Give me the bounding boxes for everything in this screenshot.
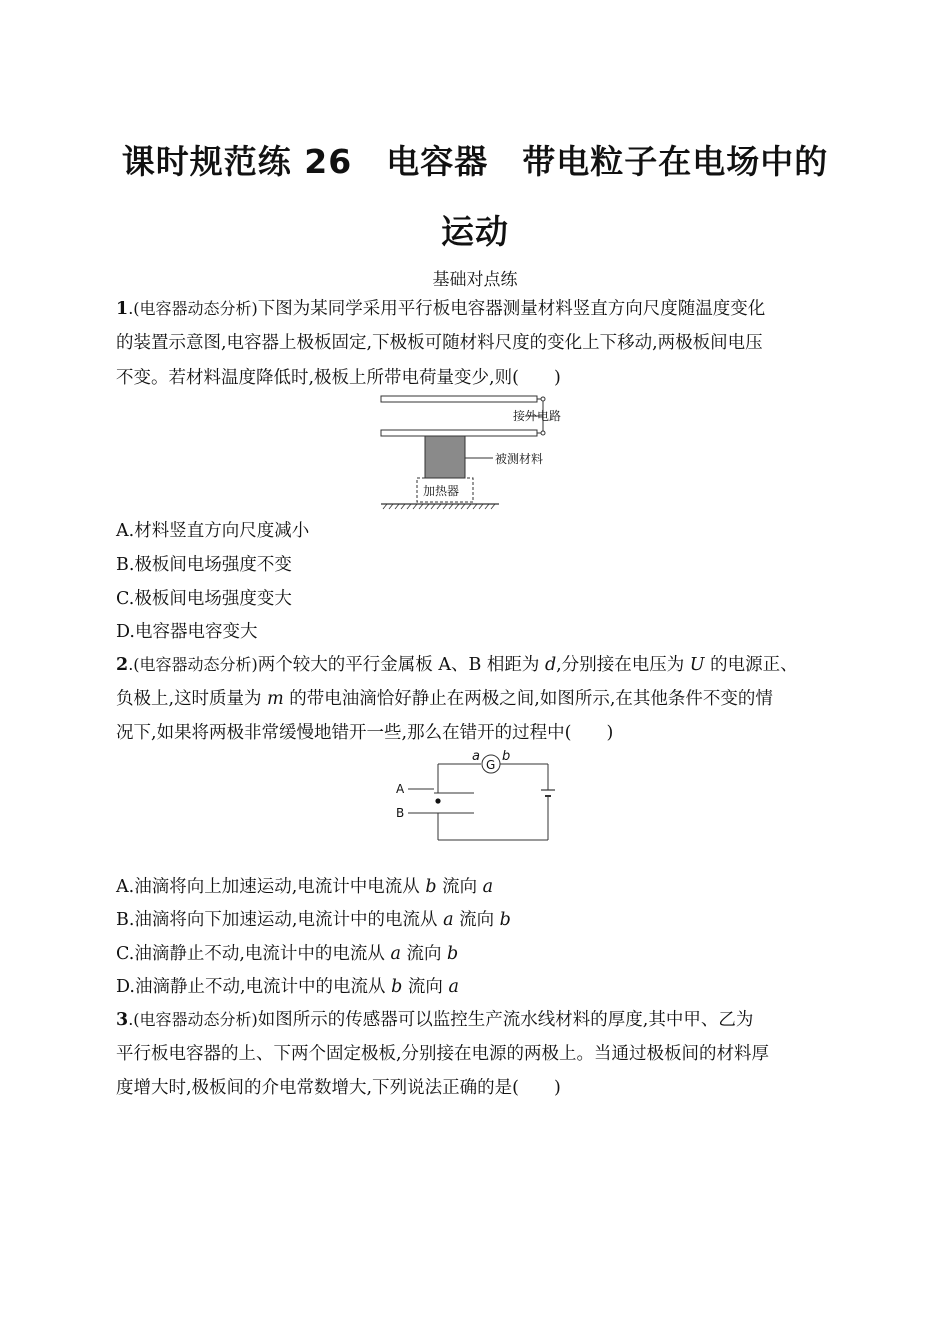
q3-line1 (116, 1008, 753, 1032)
q1-material-block (425, 436, 465, 478)
q3-number: 3 (116, 1010, 129, 1030)
q2-label-plate-a: A (396, 782, 405, 796)
q3-tag: .(电容器动态分析) (128, 1010, 258, 1029)
q3-text-1: 如图所示的传感器可以监控生产流水线材料的厚度,其中甲、乙为 (257, 1010, 754, 1030)
q2-text-1c: 的电源正、 (704, 655, 798, 675)
q1-label-circuit: 接外电路 (513, 409, 562, 423)
q2-line2 (116, 687, 773, 711)
page-title-line1: 课时规范练 26 电容器 带电粒子在电场中的 (121, 142, 829, 181)
q2-option-c-mid: 流向 (400, 944, 448, 964)
q2-text-2a: 负极上,这时质量为 (116, 689, 268, 709)
q2-option-d-v1: b (391, 977, 403, 997)
q2-label-b: b (502, 749, 511, 764)
q1-line1 (116, 297, 765, 321)
q2-option-b-text: B.油滴将向下加速运动,电流计中的电流从 (116, 910, 444, 930)
q1-number: 1 (116, 299, 129, 319)
q2-text-2b: 的带电油滴恰好静止在两极之间,如图所示,在其他条件不变的情 (283, 689, 773, 709)
q2-label-plate-b: B (396, 806, 405, 820)
q2-option-a-text: A.油滴将向上加速运动,电流计中电流从 (116, 877, 426, 897)
q2-option-a-v2: a (482, 877, 494, 897)
q1-label-material: 被测材料 (495, 452, 544, 466)
q1-option-b: B.极板间电场强度不变 (116, 555, 292, 575)
q2-text-1a: 两个较大的平行金属板 A、B 相距为 (257, 655, 545, 675)
page-title-line2: 运动 (441, 212, 509, 251)
q2-oil-drop (435, 798, 440, 803)
q2-option-a-mid: 流向 (436, 877, 483, 897)
q1-option-a: A.材料竖直方向尺度减小 (116, 521, 310, 541)
q2-option-c-text: C.油滴静止不动,电流计中的电流从 (116, 944, 391, 964)
q2-label-a: a (472, 749, 480, 764)
q1-figure (375, 392, 585, 512)
q2-figure (390, 746, 560, 846)
q1-text-1: 下图为某同学采用平行板电容器测量材料竖直方向尺度随温度变化 (257, 299, 766, 319)
q2-option-d-v2: a (448, 977, 459, 997)
q2-line1 (116, 653, 798, 677)
q2-option-d-text: D.油滴静止不动,电流计中的电流从 (116, 977, 392, 997)
q2-number: 2 (116, 655, 129, 675)
q1-option-c: C.极板间电场强度变大 (116, 589, 292, 609)
q2-option-c (116, 942, 458, 966)
q2-option-d (116, 975, 459, 999)
q2-option-a-v1: b (425, 877, 437, 897)
section-heading: 基础对点练 (432, 270, 518, 290)
q2-label-g: G (486, 758, 496, 772)
q1-label-heater: 加热器 (423, 484, 460, 498)
q1-option-d: D.电容器电容变大 (116, 622, 258, 642)
q2-tag: .(电容器动态分析) (128, 655, 258, 674)
q1-line2: 的装置示意图,电容器上极板固定,下极板可随材料尺度的变化上下移动,两极板间电压 (116, 333, 763, 353)
q2-option-c-v1: a (390, 944, 401, 964)
q2-option-b-v2: b (499, 910, 511, 930)
q1-line3: 不变。若材料温度降低时,极板上所带电荷量变少,则( ) (116, 368, 561, 388)
q2-var-d: d (544, 655, 557, 675)
q2-option-b (116, 908, 511, 932)
q2-line3: 况下,如果将两极非常缓慢地错开一些,那么在错开的过程中( ) (116, 723, 614, 743)
q3-line2: 平行板电容器的上、下两个固定极板,分别接在电源的两极上。当通过极板间的材料厚 (116, 1044, 770, 1064)
q2-text-1b: ,分别接在电压为 (556, 655, 690, 675)
q2-var-u: U (689, 655, 705, 675)
q2-option-b-v1: a (443, 910, 454, 930)
q3-line3: 度增大时,极板间的介电常数增大,下列说法正确的是( ) (116, 1078, 561, 1098)
q2-option-c-v2: b (447, 944, 459, 964)
q2-option-a (116, 875, 493, 899)
q2-option-d-mid: 流向 (402, 977, 449, 997)
q2-var-m: m (267, 689, 284, 709)
q1-tag: .(电容器动态分析) (128, 299, 258, 318)
q2-option-b-mid: 流向 (453, 910, 500, 930)
